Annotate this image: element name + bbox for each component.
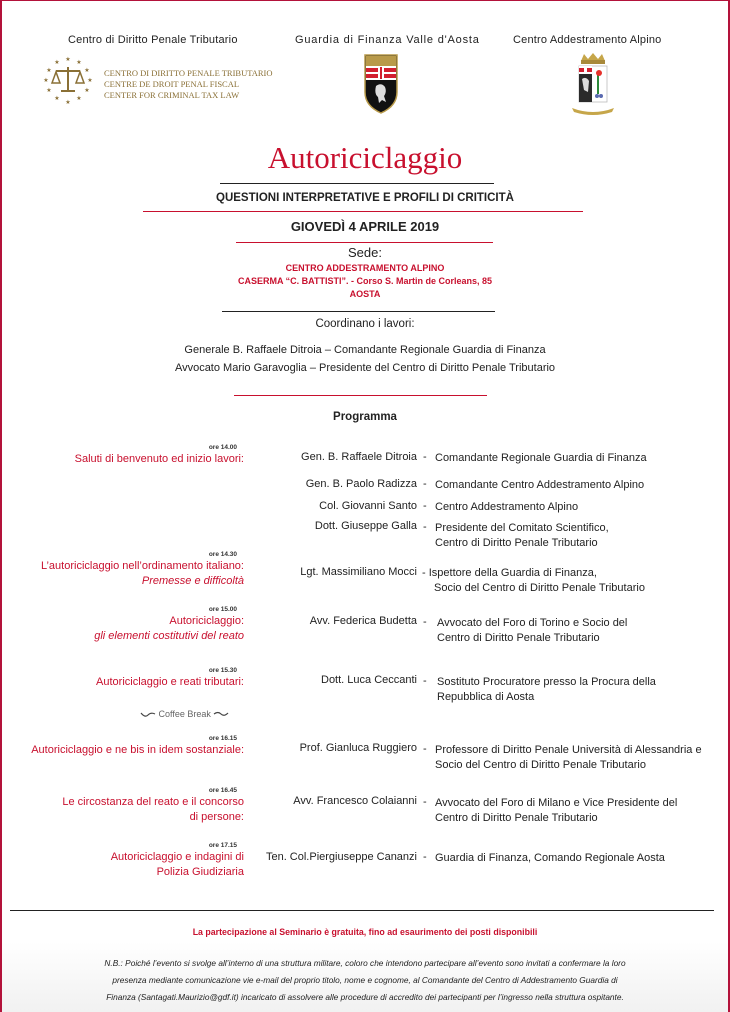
scales-of-justice-icon	[40, 53, 96, 109]
logo-caption-gdf: Guardia di Finanza Valle d'Aosta	[295, 34, 480, 46]
page-title: Autoriciclaggio	[267, 140, 463, 175]
session-time: ore 14.30	[208, 551, 237, 558]
cdpt-logo-line: CENTRE DE DROIT PENAL FISCAL	[104, 79, 240, 89]
svg-text:★: ★	[65, 57, 71, 63]
topic-line: Polizia Giudiziaria	[156, 866, 244, 878]
speaker-name: Gen. B. Paolo Radizza	[305, 478, 417, 490]
topic-line: L’autoriciclaggio nell’ordinamento italiano:	[40, 560, 244, 572]
coordinator: Avvocato Mario Garavoglia – Presidente del Centro di Diritto Penale Tributario	[174, 361, 556, 374]
speaker-name: Ten. Col.Piergiuseppe Cananzi	[265, 851, 417, 863]
svg-text:★: ★	[76, 96, 82, 102]
speaker-name: Gen. B. Raffaele Ditroia	[301, 451, 417, 463]
session-time: ore 14.00	[208, 444, 237, 451]
session-time: ore 15.30	[208, 667, 237, 674]
separator-dash: -	[423, 451, 427, 463]
session-time: ore 15.00	[208, 606, 237, 613]
svg-text:★: ★	[54, 96, 60, 102]
divider	[236, 242, 493, 243]
topic-line: di persone:	[189, 811, 244, 823]
divider	[143, 211, 583, 212]
separator-dash: -	[423, 616, 427, 628]
program-heading: Programma	[333, 411, 397, 423]
role-line: Repubblica di Aosta	[437, 691, 535, 703]
venue-line: CENTRO ADDESTRAMENTO ALPINO	[285, 263, 445, 273]
speaker-role	[437, 616, 627, 646]
speaker-name: Prof. Gianluca Ruggiero	[299, 742, 417, 754]
role-text: Ispettore della Guardia di Finanza,	[428, 567, 597, 579]
divider	[220, 183, 494, 184]
separator-dash: -	[423, 478, 427, 490]
coffee-break	[140, 709, 229, 720]
separator-dash: -	[423, 675, 427, 687]
divider	[234, 395, 487, 396]
nb-notice	[10, 955, 720, 1006]
svg-text:★: ★	[46, 68, 52, 74]
cdpt-logo-text	[104, 68, 273, 101]
speaker-role: Comandante Centro Addestramento Alpino	[435, 479, 645, 491]
svg-text:★: ★	[76, 60, 82, 66]
separator-dash: -	[423, 521, 427, 533]
role-line	[422, 566, 645, 581]
speaker-role	[422, 566, 645, 596]
session-time: ore 17.15	[208, 842, 237, 849]
speaker-name: Dott. Luca Ceccanti	[321, 674, 417, 686]
nb-line: presenza mediante comunicazione vie e-mail del proprio titolo, nome e cognome, al Comandante del Centro di Addestramento Guardia di	[112, 975, 618, 985]
venue-line: CASERMA “C. BATTISTI”. - Corso S. Martin de Corleans, 85	[237, 276, 493, 286]
svg-text:★: ★	[84, 68, 90, 74]
logo-caption-caa: Centro Addestramento Alpino	[513, 34, 662, 46]
role-line: Socio del Centro di Diritto Penale Tributario	[435, 759, 646, 771]
svg-text:★: ★	[43, 78, 49, 84]
coordinators-label: Coordinano i lavori:	[315, 318, 415, 330]
topic-line: Autoriciclaggio e indagini di	[110, 851, 244, 863]
speaker-name: Dott. Giuseppe Galla	[314, 520, 417, 532]
coordinators-list	[0, 342, 730, 377]
separator-dash: -	[423, 743, 427, 755]
role-line: Avvocato del Foro di Torino e Socio del	[437, 617, 628, 629]
speaker-role	[435, 796, 677, 826]
svg-text:★: ★	[46, 88, 52, 94]
svg-text:★: ★	[84, 88, 90, 94]
free-participation-notice: La partecipazione al Seminario è gratuita, fino ad esaurimento dei posti disponibili	[192, 927, 538, 937]
speaker-name: Col. Giovanni Santo	[319, 500, 417, 512]
role-line: Presidente del Comitato Scientifico,	[435, 522, 609, 534]
logo-caption-cdpt: Centro di Diritto Penale Tributario	[68, 34, 238, 46]
speaker-role	[435, 743, 702, 773]
cdpt-logo-line: CENTRO DI DIRITTO PENALE TRIBUTARIO	[104, 68, 273, 78]
speaker-name: Avv. Federica Budetta	[309, 615, 417, 627]
wave-icon	[213, 710, 229, 720]
venue-label: Sede:	[348, 245, 382, 260]
cdpt-logo-line: CENTER FOR CRIMINAL TAX LAW	[104, 90, 240, 100]
role-line: Professore di Diritto Penale Università di Alessandria e	[435, 744, 702, 756]
topic-line-italic: Premesse e difficoltà	[141, 575, 244, 587]
session-topic: Autoriciclaggio e reati tributari:	[96, 676, 244, 688]
subtitle: QUESTIONI INTERPRETATIVE E PROFILI DI CRITICITÀ	[216, 192, 514, 204]
nb-line: N.B.: Poiché l’evento si svolge all’interno di una struttura militare, coloro che intendono partecipare all’evento sono invitati a confermare la loro	[104, 958, 626, 968]
separator-dash: -	[422, 567, 426, 579]
session-time: ore 16.45	[208, 787, 237, 794]
role-line: Sostituto Procuratore presso la Procura della	[437, 676, 656, 688]
venue-address	[0, 262, 730, 301]
event-date: GIOVEDÌ 4 APRILE 2019	[290, 219, 440, 234]
divider	[222, 311, 495, 312]
session-topic: Saluti di benvenuto ed inizio lavori:	[74, 453, 244, 465]
nb-line: Finanza (Santagati.Maurizio@gdf.it) incaricato di assolvere alle procedure di accredito dei partecipanti per l’ingresso nella struttura ospitante.	[106, 992, 624, 1002]
separator-dash: -	[423, 500, 427, 512]
coffee-break-label: Coffee Break	[158, 709, 211, 719]
svg-text:★: ★	[65, 100, 71, 106]
session-topic: Autoriciclaggio e ne bis in idem sostanziale:	[31, 744, 244, 756]
speaker-role: Guardia di Finanza, Comando Regionale Aosta	[435, 852, 665, 864]
session-time: ore 16.15	[208, 735, 237, 742]
speaker-role: Comandante Regionale Guardia di Finanza	[435, 452, 647, 464]
separator-dash: -	[423, 851, 427, 863]
topic-line: Autoriciclaggio:	[169, 615, 244, 627]
role-line: Centro di Diritto Penale Tributario	[437, 632, 600, 644]
role-line: Centro di Diritto Penale Tributario	[435, 537, 598, 549]
shield-crest-icon	[364, 54, 398, 114]
svg-text:★: ★	[87, 78, 93, 84]
wave-icon	[140, 710, 156, 720]
topic-line-italic: gli elementi costitutivi del reato	[94, 630, 244, 642]
role-line: Centro di Diritto Penale Tributario	[435, 812, 598, 824]
speaker-name: Lgt. Massimiliano Mocci	[300, 566, 417, 578]
venue-line: AOSTA	[349, 289, 381, 299]
role-line: Socio del Centro di Diritto Penale Tributario	[434, 582, 645, 594]
speaker-role	[437, 675, 656, 705]
svg-text:★: ★	[54, 60, 60, 66]
speaker-role: Centro Addestramento Alpino	[435, 501, 579, 513]
role-line: Avvocato del Foro di Milano e Vice Presidente del	[435, 797, 678, 809]
speaker-name: Avv. Francesco Colaianni	[293, 795, 417, 807]
topic-line: Le circostanza del reato e il concorso	[62, 796, 244, 808]
coordinator: Generale B. Raffaele Ditroia – Comandante Regionale Guardia di Finanza	[184, 344, 546, 356]
speaker-role	[435, 521, 609, 551]
divider	[10, 910, 714, 911]
separator-dash: -	[423, 796, 427, 808]
military-coat-of-arms-icon	[570, 52, 616, 118]
